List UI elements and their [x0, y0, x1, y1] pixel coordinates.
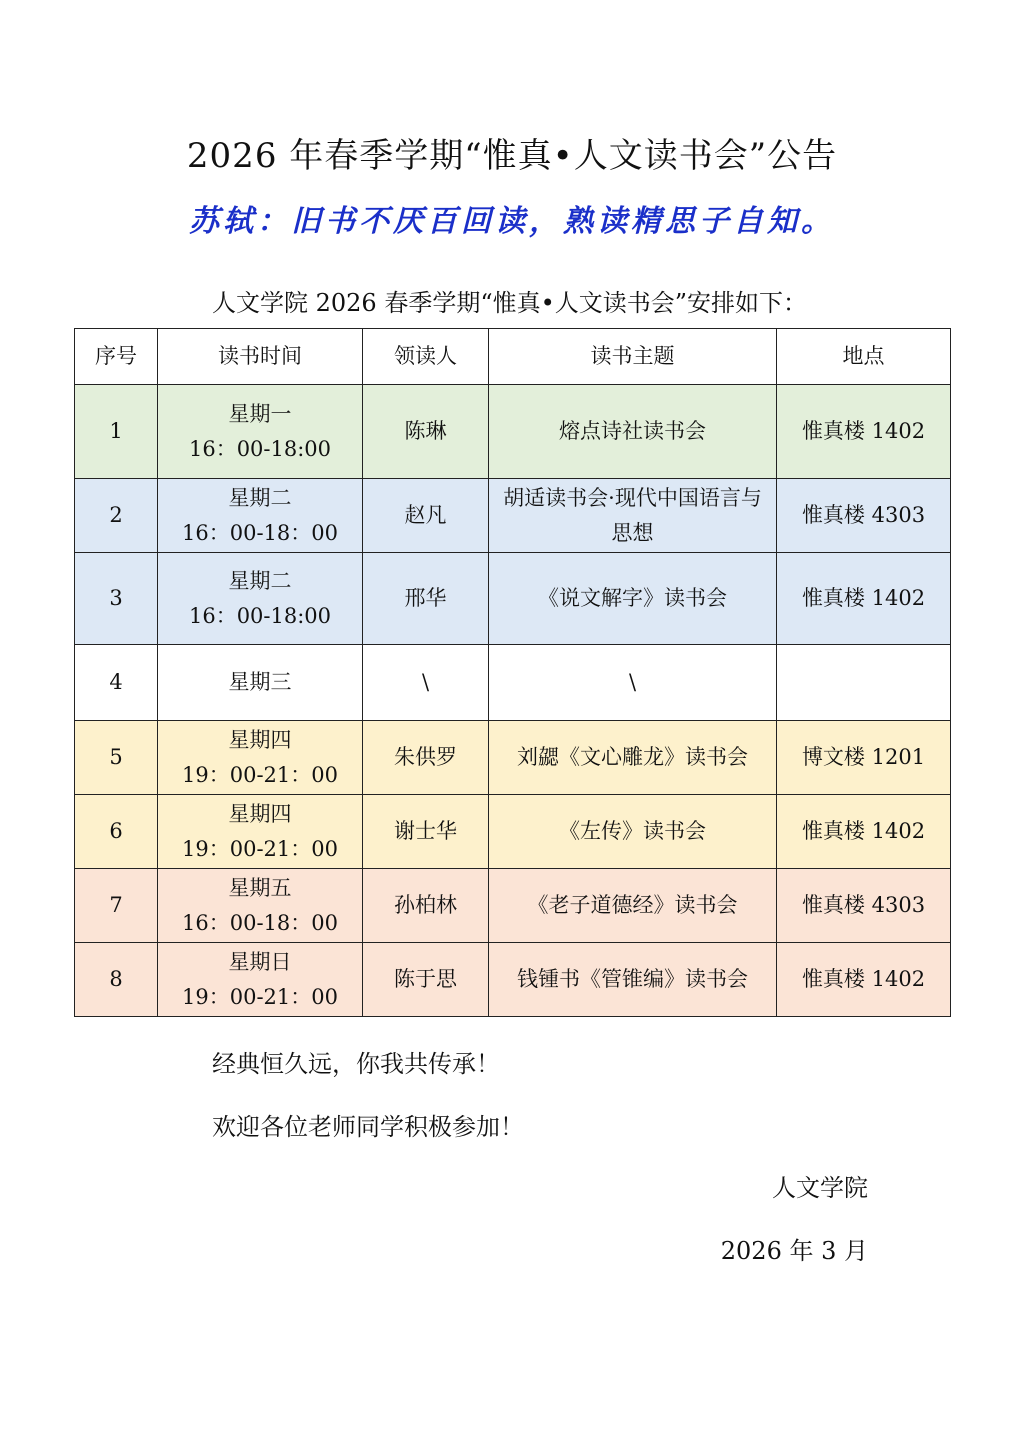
row-day: 星期二 — [228, 568, 292, 593]
header-place: 地点 — [777, 329, 951, 385]
row-time-cell — [158, 553, 363, 645]
row-topic: 胡适读书会·现代中国语言与思想 — [489, 479, 777, 553]
row-time: 16：00-18：00 — [182, 520, 338, 545]
table-row — [75, 721, 951, 795]
row-topic: 熔点诗社读书会 — [489, 385, 777, 479]
intro-paragraph: 人文学院 2026 春季学期“惟真•人文读书会”安排如下： — [212, 289, 808, 317]
row-no: 8 — [75, 943, 158, 1017]
row-time: 16：00-18:00 — [188, 436, 332, 461]
header-topic: 读书主题 — [489, 329, 777, 385]
row-day: 星期五 — [228, 875, 292, 900]
row-place: 惟真楼 1402 — [777, 943, 951, 1017]
row-no: 4 — [75, 645, 158, 721]
row-time: 19：00-21：00 — [182, 984, 338, 1009]
row-leader: 邢华 — [363, 553, 489, 645]
row-topic: 钱锺书《管锥编》读书会 — [489, 943, 777, 1017]
row-day: 星期一 — [228, 401, 292, 426]
table-row — [75, 385, 951, 479]
row-leader: \ — [363, 645, 489, 721]
row-time: 16：00-18:00 — [188, 603, 332, 628]
row-leader: 朱供罗 — [363, 721, 489, 795]
row-place: 惟真楼 1402 — [777, 385, 951, 479]
issue-date: 2026 年 3 月 — [720, 1237, 868, 1265]
row-time-cell — [158, 385, 363, 479]
row-topic: \ — [489, 645, 777, 721]
row-time-cell — [158, 869, 363, 943]
row-time: 19：00-21：00 — [182, 762, 338, 787]
row-no: 2 — [75, 479, 158, 553]
row-place: 博文楼 1201 — [777, 721, 951, 795]
table-row — [75, 795, 951, 869]
row-place: 惟真楼 1402 — [777, 795, 951, 869]
table-row — [75, 645, 951, 721]
row-time-cell — [158, 943, 363, 1017]
row-leader: 陈于思 — [363, 943, 489, 1017]
header-no: 序号 — [75, 329, 158, 385]
row-time-cell — [158, 795, 363, 869]
row-leader: 陈琳 — [363, 385, 489, 479]
row-time-cell — [158, 479, 363, 553]
row-time-cell — [158, 645, 363, 721]
table-header-row — [75, 329, 951, 385]
row-no: 5 — [75, 721, 158, 795]
row-place: 惟真楼 4303 — [777, 869, 951, 943]
row-day: 星期四 — [228, 801, 292, 826]
row-time: 19：00-21：00 — [182, 836, 338, 861]
closing-line-1: 经典恒久远，你我共传承！ — [212, 1050, 500, 1078]
row-no: 1 — [75, 385, 158, 479]
quote-subtitle: 苏轼：旧书不厌百回读，熟读精思子自知。 — [189, 204, 835, 239]
row-day: 星期四 — [228, 727, 292, 752]
row-topic: 刘勰《文心雕龙》读书会 — [489, 721, 777, 795]
row-place: 惟真楼 1402 — [777, 553, 951, 645]
table-row — [75, 869, 951, 943]
row-no: 6 — [75, 795, 158, 869]
row-leader: 孙柏林 — [363, 869, 489, 943]
table-row — [75, 943, 951, 1017]
row-time: 16：00-18：00 — [182, 910, 338, 935]
row-time-cell — [158, 721, 363, 795]
row-leader: 赵凡 — [363, 479, 489, 553]
row-no: 7 — [75, 869, 158, 943]
row-day: 星期三 — [228, 670, 292, 694]
schedule-table — [74, 328, 951, 1017]
row-place: 惟真楼 4303 — [777, 479, 951, 553]
row-leader: 谢士华 — [363, 795, 489, 869]
signer: 人文学院 — [772, 1174, 868, 1202]
page-title: 2026 年春季学期“惟真•人文读书会”公告 — [186, 136, 838, 176]
table-row — [75, 553, 951, 645]
row-topic: 《老子道德经》读书会 — [489, 869, 777, 943]
table-row — [75, 479, 951, 553]
row-day: 星期日 — [228, 949, 292, 974]
row-no: 3 — [75, 553, 158, 645]
header-time: 读书时间 — [158, 329, 363, 385]
row-topic: 《左传》读书会 — [489, 795, 777, 869]
closing-line-2: 欢迎各位老师同学积极参加！ — [212, 1113, 524, 1141]
header-leader: 领读人 — [363, 329, 489, 385]
row-day: 星期二 — [228, 485, 292, 510]
row-place — [777, 645, 951, 721]
row-topic: 《说文解字》读书会 — [489, 553, 777, 645]
